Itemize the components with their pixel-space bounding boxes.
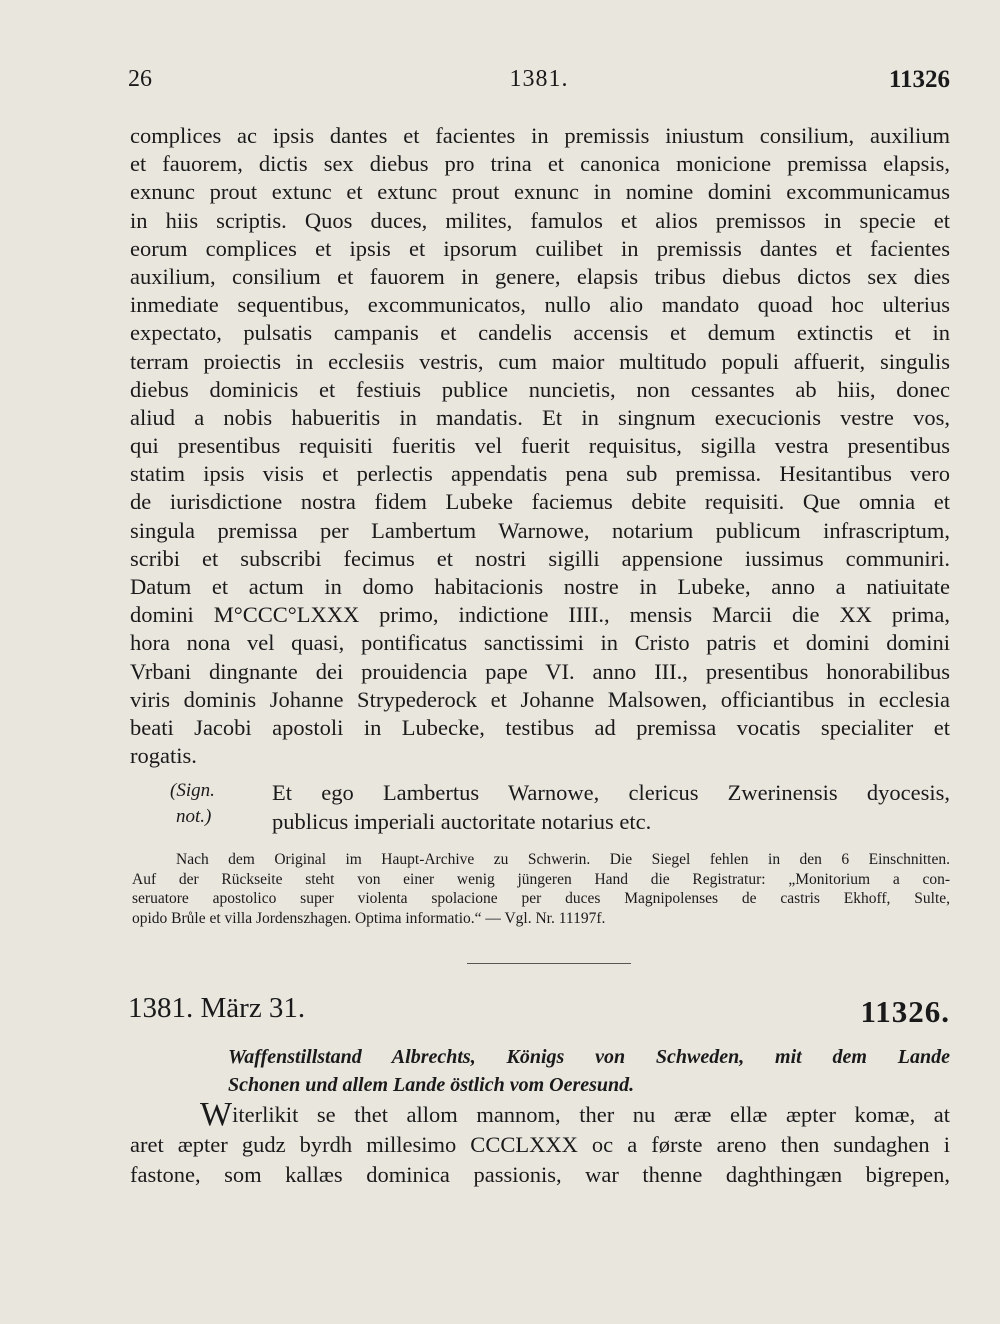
text-line: inmediate sequentibus, excommunicatos, nullo alio mandato quoad hoc ulterius	[130, 292, 950, 318]
entry-date	[128, 992, 305, 1025]
text-line: auxilium, consilium et fauorem in genere, elapsis tribus diebus dictos sex dies	[130, 263, 950, 289]
entry-text	[130, 1100, 950, 1190]
note-line: seruatore apostolico super violenta spolacione per duces Magnipolenses de castris Ekhoff, Sulte,	[132, 890, 950, 907]
page-header	[128, 66, 950, 98]
text-line: statim ipsis visis et perlectis appendatis pena sub premissa. Hesitantibus vero	[130, 461, 950, 487]
signum-label-line: (Sign.	[170, 780, 215, 801]
text-line: domini M°CCC°LXXX primo, indictione IIII., mensis Marcii die XX prima,	[130, 602, 950, 628]
page-number: 26	[128, 66, 152, 92]
text-line: rogatis.	[130, 743, 197, 769]
notary-signature	[130, 778, 950, 838]
running-year: 1381.	[509, 66, 569, 92]
signature-line: publicus imperiali auctoritate notarius etc.	[272, 809, 652, 834]
text-line: Datum et actum in domo habitacionis nostre in Lubeke, anno a natiuitate	[130, 574, 950, 599]
text-line: de iurisdictione nostra fidem Lubeke faciemus debite requisiti. Que omnia et	[130, 489, 950, 515]
text-line: hora nona vel quasi, pontificatus sanctissimi in Cristo patris et domini domini	[130, 630, 950, 656]
text-line: beati Jacobi apostoli in Lubecke, testibus ad premissa vocatis specialiter et	[130, 714, 950, 740]
entry-first-line	[130, 1100, 950, 1130]
text-line: aliud a nobis habueritis in mandatis. Et in singnum execucionis vestre vos,	[130, 404, 950, 430]
entry-line: fastone, som kallæs dominica passionis, war thenne daghthingæn bigrepen,	[130, 1162, 950, 1187]
signature-text	[272, 778, 950, 836]
text-line: complices ac ipsis dantes et facientes in premissis iniustum consilium, auxilium	[130, 123, 950, 148]
text-line: exnunc prout extunc et extunc prout exnunc in nomine domini excommunicamus	[130, 179, 950, 205]
text-line: Vrbani dingnante dei prouidencia pape VI. anno III., presentibus honorabilibus	[130, 658, 950, 684]
text-line: qui presentibus requisiti fueritis vel fuerit requisitus, sigilla vestra presentibus	[130, 433, 950, 459]
document-number: 11326	[888, 66, 950, 93]
dropcap-letter: W	[200, 1100, 233, 1130]
main-text	[130, 122, 950, 770]
entry-title-line: Waffenstillstand Albrechts, Königs von Schweden, mit dem Lande	[228, 1046, 950, 1068]
text-line: eorum complices et ipsis et ipsorum cuilibet in premissis dantes et facientes	[130, 235, 950, 261]
entry-day: März 31.	[200, 992, 306, 1024]
entry-number: 11326.	[860, 994, 950, 1029]
text-line: in hiis scriptis. Quos duces, milites, famulos et alios premissos in specie et	[130, 207, 950, 233]
note-line: opido Brůle et villa Jordenszhagen. Optima informatio.“ — Vgl. Nr. 11197f.	[132, 909, 606, 927]
signum-label-line: not.)	[176, 806, 212, 827]
entry-line-rest: iterlikit se thet allom mannom, ther nu æræ ellæ æpter komæ, at	[232, 1102, 950, 1127]
signature-line: Et ego Lambertus Warnowe, clericus Zwerinensis dyocesis,	[272, 780, 950, 805]
text-line: et fauorem, dictis sex diebus pro trina et canonica monicione premissa elapsis,	[130, 151, 950, 177]
text-line: viris dominis Johanne Strypederock et Johanne Malsowen, officiantibus in ecclesia	[130, 686, 950, 712]
entry-year: 1381.	[128, 992, 194, 1024]
note-line: Nach dem Original im Haupt-Archive zu Schwerin. Die Siegel fehlen in den 6 Einschnitten.	[176, 851, 950, 868]
text-line: scribi et subscribi fecimus et nostri sigilli appensione iussimus communiri.	[130, 545, 950, 571]
entry-title	[228, 1043, 950, 1099]
note-line: Auf der Rückseite steht von einer wenig jüngeren Hand die Registratur: „Monitorium a con-	[132, 870, 950, 888]
text-line: diebus dominicis et festiuis publice nuncietis, non cessantes ab hiis, donec	[130, 376, 950, 402]
signum-label	[170, 778, 260, 830]
entry-heading	[128, 992, 950, 1032]
text-line: terram proiectis in ecclesiis vestris, cum maior multitudo populi affuerit, singulis	[130, 348, 950, 374]
entry-line: aret æpter gudz byrdh millesimo CCCLXXX oc a første areno then sundaghen i	[130, 1132, 950, 1157]
section-divider	[467, 963, 631, 964]
entry-title-line: Schonen und allem Lande östlich vom Oeresund.	[228, 1074, 635, 1096]
text-line: singula premissa per Lambertum Warnowe, notarium publicum infrascriptum,	[130, 517, 950, 543]
source-note	[132, 850, 950, 928]
text-line: expectato, pulsatis campanis et candelis accensis et demum extinctis et in	[130, 320, 950, 346]
